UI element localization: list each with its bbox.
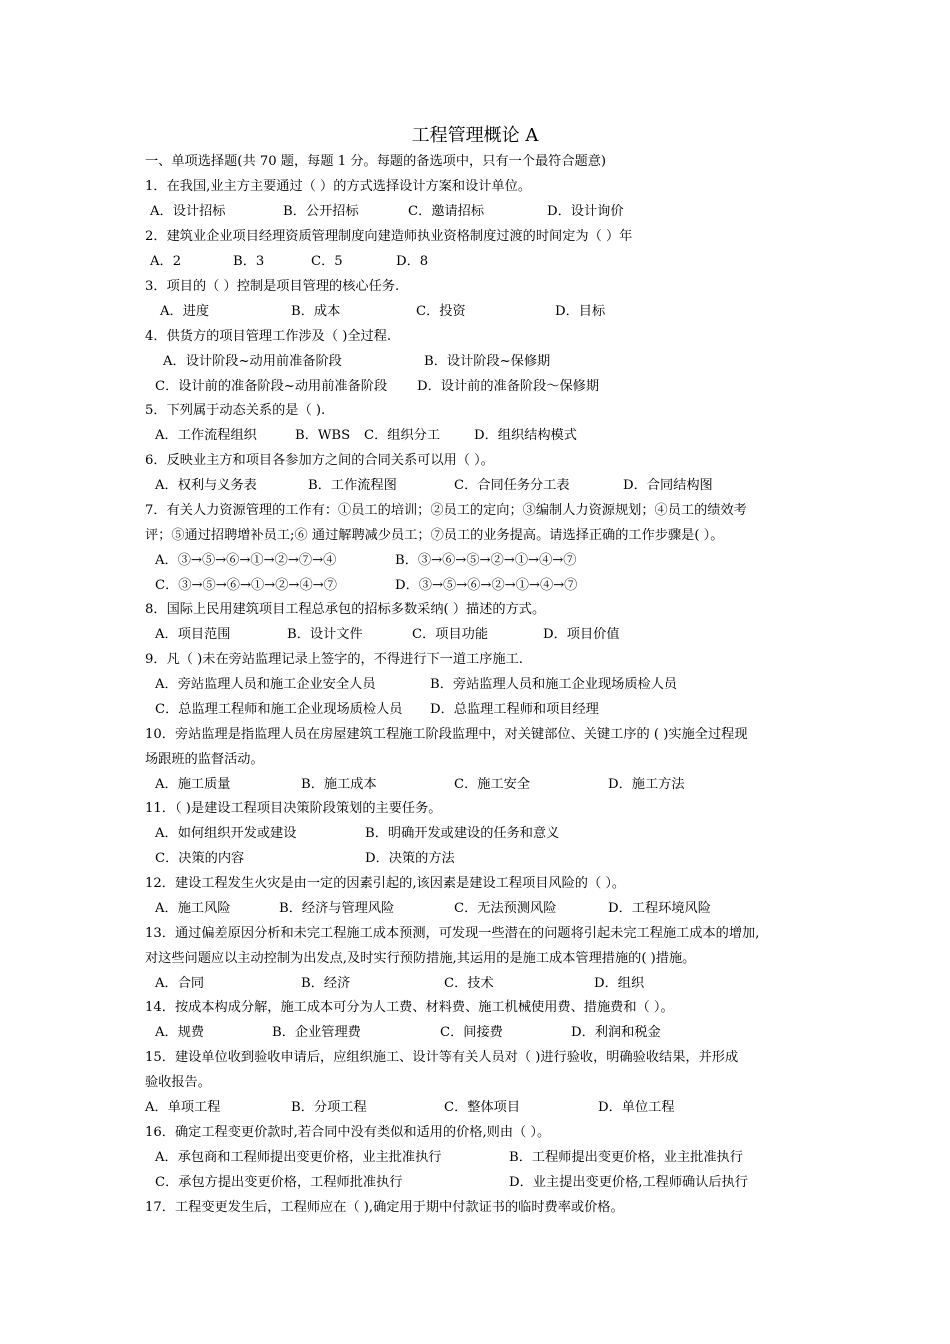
q8-option-a: A．项目范围 [155, 627, 231, 642]
q4-option-c: C．设计前的准备阶段~动用前准备阶段 [155, 379, 388, 394]
q5-option-d: D．组织结构模式 [474, 428, 577, 443]
q3-option-d: D．目标 [555, 304, 606, 319]
q7-option-a: A．③→⑤→⑥→①→②→⑦→④ [155, 553, 337, 568]
question-17: 17．工程变更发生后，工程师应在（ ),确定用于期中付款证书的临时费率或价格。 [145, 1200, 624, 1215]
q4-option-b: B．设计阶段~保修期 [424, 354, 551, 369]
q2-option-c: C．5 [311, 254, 343, 269]
question-12: 12．建设工程发生火灾是由一定的因素引起的,该因素是建设工程项目风险的（ ）。 [145, 876, 626, 891]
q5-option-b: B．WBS [295, 428, 351, 443]
q12-option-a: A．施工风险 [155, 901, 231, 916]
question-3: 3．项目的（ ）控制是项目管理的核心任务. [145, 279, 400, 294]
question-16: 16．确定工程变更价款时,若合同中没有类似和适用的价格,则由（ ）。 [145, 1125, 551, 1140]
q12-option-c: C．无法预测风险 [454, 901, 557, 916]
question-7-line-2: 评；⑤通过招聘增补员工;⑥ 通过解聘减少员工；⑦员工的业务提高。请选择正确的工作步骤是( ）。 [145, 528, 724, 543]
question-13-line-1: 13．通过偏差原因分析和未完工程施工成本预测，可发现一些潜在的问题将引起未完工程施工成本的增加, [145, 926, 760, 941]
q10-option-c: C．施工安全 [454, 777, 531, 792]
q7-option-d: D．③→⑤→⑥→②→①→④→⑦ [395, 578, 578, 593]
q8-option-d: D．项目价值 [543, 627, 620, 642]
q6-option-c: C．合同任务分工表 [454, 478, 570, 493]
q3-option-b: B．成本 [291, 304, 341, 319]
question-14: 14．按成本构成分解，施工成本可分为人工费、材料费、施工机械使用费、措施费和（ ）。 [145, 1000, 674, 1015]
q6-option-b: B．工作流程图 [308, 478, 397, 493]
q5-option-a: A．工作流程组织 [155, 428, 257, 443]
question-15-line-2: 验收报告。 [145, 1075, 211, 1090]
q3-option-a: A．进度 [160, 304, 210, 319]
question-7-line-1: 7．有关人力资源管理的工作有：①员工的培训；②员工的定向；③编制人力资源规划；④员工的绩效考 [145, 503, 747, 518]
q14-option-d: D．利润和税金 [571, 1025, 661, 1040]
q2-option-a: A．2 [150, 254, 182, 269]
q15-option-c: C．整体项目 [444, 1100, 521, 1115]
q13-option-c: C．技术 [444, 976, 494, 991]
q11-option-c: C．决策的内容 [155, 851, 245, 866]
q16-option-a: A．承包商和工程师提出变更价格，业主批准执行 [155, 1150, 442, 1165]
q6-option-a: A．权利与义务表 [155, 478, 257, 493]
q13-option-a: A．合同 [155, 976, 205, 991]
question-9: 9．凡（ )未在旁站监理记录上签字的，不得进行下一道工序施工. [145, 652, 523, 667]
q14-option-c: C．间接费 [440, 1025, 503, 1040]
q7-option-b: B．③→⑥→⑤→②→①→④→⑦ [395, 553, 577, 568]
q12-option-b: B．经济与管理风险 [279, 901, 395, 916]
q15-option-b: B．分项工程 [291, 1100, 367, 1115]
section-heading: 一、单项选择题(共 70 题，每题 1 分。每题的备选项中，只有一个最符合题意) [145, 154, 607, 169]
q15-option-d: D．单位工程 [598, 1100, 675, 1115]
q2-option-d: D．8 [396, 254, 429, 269]
q12-option-d: D．工程环境风险 [608, 901, 711, 916]
question-5: 5．下列属于动态关系的是（ ). [145, 403, 326, 418]
q8-option-b: B．设计文件 [287, 627, 363, 642]
q10-option-d: D．施工方法 [608, 777, 685, 792]
q14-option-a: A．规费 [155, 1025, 205, 1040]
q11-option-a: A．如何组织开发或建设 [155, 826, 297, 841]
q1-option-b: B．公开招标 [283, 204, 359, 219]
q1-option-a: A．设计招标 [150, 204, 226, 219]
q3-option-c: C．投资 [416, 304, 466, 319]
q9-option-b: B．旁站监理人员和施工企业现场质检人员 [430, 677, 678, 692]
q2-option-b: B．3 [233, 254, 265, 269]
q10-option-b: B．施工成本 [301, 777, 377, 792]
q16-option-d: D．业主提出变更价格,工程师确认后执行 [509, 1175, 748, 1190]
q11-option-b: B．明确开发或建设的任务和意义 [365, 826, 560, 841]
q4-option-a: A．设计阶段~动用前准备阶段 [163, 354, 342, 369]
q11-option-d: D．决策的方法 [365, 851, 455, 866]
q15-option-a: A．单项工程 [145, 1100, 221, 1115]
question-4: 4．供货方的项目管理工作涉及（ )全过程. [145, 329, 392, 344]
q13-option-d: D．组织 [594, 976, 645, 991]
question-10-line-1: 10．旁站监理是指监理人员在房屋建筑工程施工阶段监理中，对关键部位、关键工序的 ( )实施全过程现 [145, 727, 748, 742]
question-10-line-2: 场跟班的监督活动。 [145, 752, 264, 767]
q8-option-c: C．项目功能 [412, 627, 489, 642]
question-8: 8．国际上民用建筑项目工程总承包的招标多数采纳( ）描述的方式。 [145, 602, 546, 617]
q16-option-c: C．承包方提出变更价格，工程师批准执行 [155, 1175, 403, 1190]
q16-option-b: B．工程师提出变更价格，业主批准执行 [509, 1150, 743, 1165]
question-11: 11．（ )是建设工程项目决策阶段策划的主要任务。 [145, 801, 442, 816]
q1-option-c: C．邀请招标 [408, 204, 485, 219]
q9-option-a: A．旁站监理人员和施工企业安全人员 [155, 677, 376, 692]
q7-option-c: C．③→⑤→⑥→①→②→④→⑦ [155, 578, 337, 593]
q6-option-d: D．合同结构图 [623, 478, 713, 493]
q10-option-a: A．施工质量 [155, 777, 231, 792]
q1-option-d: D．设计询价 [547, 204, 624, 219]
question-6: 6．反映业主方和项目各参加方之间的合同关系可以用（ ）。 [145, 453, 494, 468]
question-2: 2．建筑业企业项目经理资质管理制度向建造师执业资格制度过渡的时间定为（ ）年 [145, 229, 633, 244]
q9-option-c: C．总监理工程师和施工企业现场质检人员 [155, 702, 403, 717]
q9-option-d: D．总监理工程师和项目经理 [430, 702, 599, 717]
question-1: 1．在我国,业主方主要通过（ ）的方式选择设计方案和设计单位。 [145, 179, 532, 194]
q5-option-c: C．组织分工 [364, 428, 441, 443]
question-13-line-2: 对这些问题应以主动控制为出发点,及时实行预防措施,其运用的是施工成本管理措施的( )措施。 [145, 951, 696, 966]
q13-option-b: B．经济 [301, 976, 351, 991]
q4-option-d: D．设计前的准备阶段～保修期 [417, 379, 600, 394]
question-15-line-1: 15．建设单位收到验收申请后，应组织施工、设计等有关人员对（ )进行验收，明确验收结果，并形成 [145, 1050, 739, 1065]
document-title: 工程管理概论 A [411, 125, 539, 146]
q14-option-b: B．企业管理费 [272, 1025, 361, 1040]
